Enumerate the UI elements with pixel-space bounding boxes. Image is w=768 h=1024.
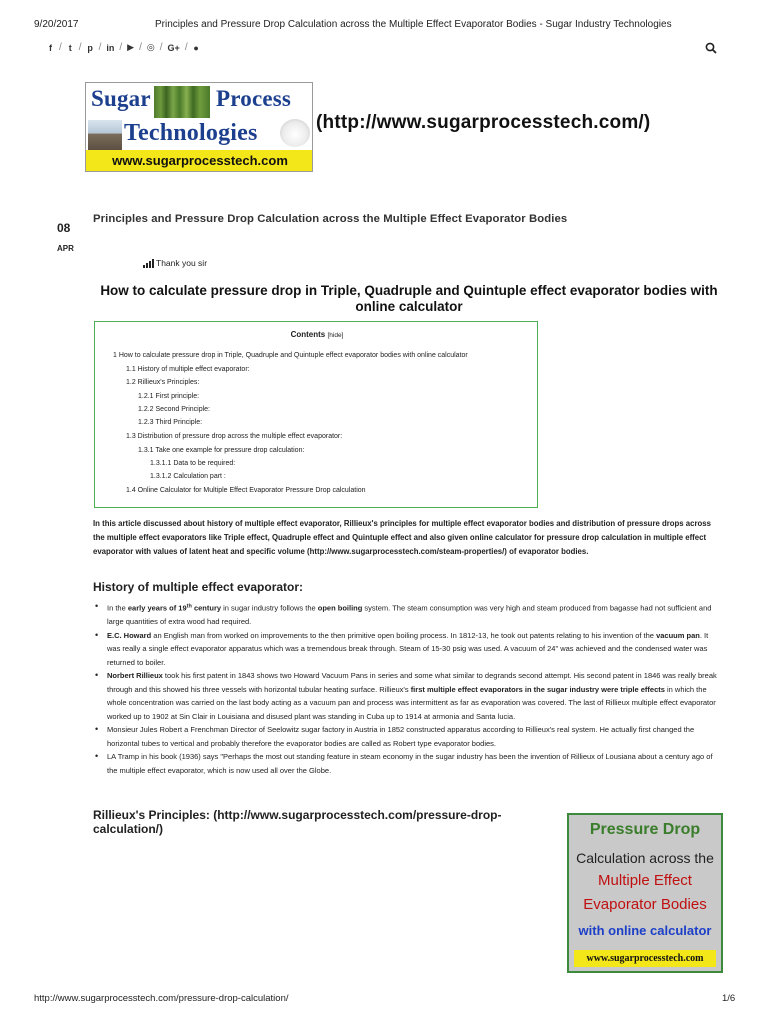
separator: / [78, 42, 82, 53]
site-url-link[interactable]: (http://www.sugarprocesstech.com/) [316, 112, 651, 133]
googleplus-icon[interactable]: G+ [167, 42, 180, 53]
logo-url-strip: www.sugarprocesstech.com [86, 150, 313, 171]
logo-word-sugar: Sugar [91, 86, 151, 111]
print-footer-url: http://www.sugarprocesstech.com/pressure-drop-calculation/ [34, 993, 289, 1004]
youtube-icon[interactable]: ▶ [127, 42, 135, 52]
toc-item[interactable]: 1.4 Online Calculator for Multiple Effect Evaporator Pressure Drop calculation [126, 487, 366, 494]
section-heading-history: History of multiple effect evaporator: [93, 580, 304, 594]
separator: / [119, 42, 123, 53]
toc-item[interactable]: 1.3.1.2 Calculation part : [150, 473, 226, 480]
social-bar [47, 42, 200, 53]
table-of-contents [94, 321, 538, 508]
banner-line: Pressure Drop [589, 821, 701, 838]
toc-item[interactable]: 1 How to calculate pressure drop in Triple, Quadruple and Quintuple effect evaporator bodies with online calculator [113, 352, 468, 359]
toc-item[interactable]: 1.2.1 First principle: [138, 393, 200, 400]
print-header [0, 0, 768, 40]
linkedin-icon[interactable]: in [106, 42, 115, 53]
list-item: • E.C. Howard an English man from worked on improvements to the then primitive open boiling process. In 1812-13, he took out patents relating to his invention of the vacuum pan. It was really a single effect evaporator apparatus which was a tremendous break through. Steam of 15-30 psig was used. A vacuum of 24" was achieved and the condensed water was returned to boiler. [93, 629, 718, 670]
factory-image [88, 120, 122, 150]
list-item: • Norbert Rillieux took his first patent in 1843 shows two Howard Vacuum Pans in series and some what similar to degrands second attempt. His second patent in 1846 was really break through and this showed his three vessels with horizontal tubular heating surface. Rillieux's first multiple effect evaporators in the sugar industry were triple effects in which the whole concentration was carried on the last body acting as a vacuum pan and process was intermittent as far as evaporation was covered. The last of Rillieux multiple effect evaporator worked up to 1902 at Sin Clair in Louisiana and disused plant was standing in Cuba up to 1914 at armonia and Santa lucia. [93, 669, 718, 723]
banner-line-group [569, 871, 721, 915]
article-heading: How to calculate pressure drop in Triple, Quadruple and Quintuple effect evaporator bodies with online calculator [100, 283, 718, 314]
banner-line: Multiple Effect [598, 872, 692, 889]
separator: / [159, 42, 163, 53]
print-footer-page: 1/6 [722, 993, 736, 1004]
print-date: 9/20/2017 [34, 19, 79, 30]
banner-url-strip: www.sugarprocesstech.com [574, 950, 716, 967]
toc-item[interactable]: 1.3 Distribution of pressure drop across the multiple effect evaporator: [126, 433, 343, 440]
search-icon[interactable] [705, 42, 717, 54]
separator: / [139, 42, 142, 53]
toc-title [95, 330, 539, 339]
separator: / [98, 42, 102, 53]
signal-bars-icon [143, 259, 154, 268]
toc-item[interactable]: 1.3.1 Take one example for pressure drop calculation: [138, 447, 305, 454]
site-logo[interactable] [85, 82, 313, 172]
section-heading-rillieux[interactable]: Rillieux's Principles: (http://www.sugarprocesstech.com/pressure-drop-calculation/) [93, 808, 502, 836]
toc-item[interactable]: 1.2.3 Third Principle: [138, 419, 203, 426]
reddit-icon[interactable]: ● [193, 42, 199, 53]
toc-item[interactable]: 1.2 Rillieux's Principles: [126, 379, 200, 386]
toc-title-text: Contents [290, 330, 326, 339]
instagram-icon[interactable]: ◎ [146, 42, 155, 52]
thanks-line [143, 258, 207, 268]
print-page-title: Principles and Pressure Drop Calculation across the Multiple Effect Evaporator Bodies - Sugar Industry Technologies [155, 19, 672, 30]
sugarcane-image [154, 86, 210, 118]
post-title: Principles and Pressure Drop Calculation across the Multiple Effect Evaporator Bodies [93, 213, 568, 225]
toc-hide-toggle[interactable]: [hide] [327, 332, 344, 339]
separator: / [59, 42, 62, 53]
toc-item[interactable]: 1.3.1.1 Data to be required: [150, 460, 236, 467]
toc-item[interactable]: 1.2.2 Second Principle: [138, 406, 210, 413]
logo-word-process: Process [216, 86, 292, 111]
pinterest-icon[interactable]: p [87, 42, 93, 53]
toc-item[interactable]: 1.1 History of multiple effect evaporator: [126, 366, 250, 373]
banner-line: Evaporator Bodies [583, 896, 707, 913]
post-date-month: APR [57, 244, 74, 253]
banner-line: Calculation across the [576, 850, 714, 866]
pressure-drop-banner-image [567, 813, 723, 973]
history-list [93, 600, 718, 777]
banner-line: with online calculator [578, 923, 712, 938]
list-item: • LA Tramp in his book (1936) says "Perhaps the most out standing feature in steam economy in the sugar industry has been the invention of Rillieux of Lousiana about a century ago of the multiple effect evaporator, which is now used all over the Globe. [93, 750, 718, 777]
intro-paragraph: In this article discussed about history of multiple effect evaporator, Rillieux's principles for multiple effect evaporator bodies and distribution of pressure drops across the multiple effect evaporators like Triple effect, Quadruple effect and Quintuple effect and also given online calculator for pressure drop calculation in multiple effect evaporator with values of latent heat and specific volume (http://www.sugarprocesstech.com/steam-properties/) of evaporator bodies. [93, 519, 711, 556]
post-date-day: 08 [57, 221, 71, 235]
list-item: • In the early years of 19th century in sugar industry follows the open boiling system. The steam consumption was very high and steam produced from bagasse had not sufficient and large quantities of extra wood had required. [93, 600, 718, 629]
separator: / [184, 42, 188, 53]
twitter-icon[interactable]: t [68, 42, 72, 53]
thanks-text: Thank you sir [156, 258, 208, 268]
facebook-icon[interactable]: f [49, 42, 52, 53]
sugar-bowl-image [280, 119, 310, 147]
logo-word-technologies: Technologies [124, 120, 258, 146]
list-item: • Monsieur Jules Robert a Frenchman Director of Seelowitz sugar factory in Austria in 1852 constructed apparatus according to Rillieux's real system. He actually first changed the horizontal tubes to vertical and probably therefore the evaporator bodies are called as Robert type evaporator bodies. [93, 723, 718, 750]
